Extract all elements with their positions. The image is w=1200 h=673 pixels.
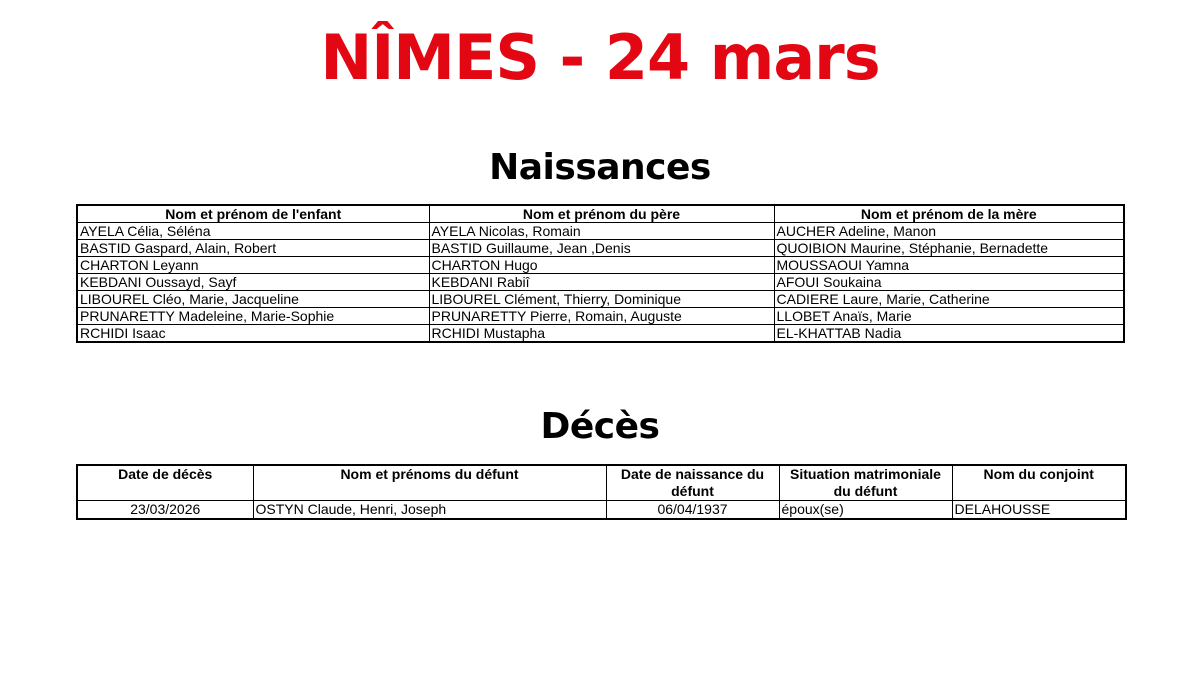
table-row xyxy=(77,308,1124,325)
table-row xyxy=(77,223,1124,240)
mother-name-cell: MOUSSAOUI Yamna xyxy=(774,257,1124,274)
mother-name-cell: LLOBET Anaïs, Marie xyxy=(774,308,1124,325)
deceased-name-cell: OSTYN Claude, Henri, Joseph xyxy=(253,501,606,520)
child-name-cell: LIBOUREL Cléo, Marie, Jacqueline xyxy=(77,291,429,308)
table-row xyxy=(77,274,1124,291)
column-header-deceased-name: Nom et prénoms du défunt xyxy=(253,465,606,501)
father-name-cell: AYELA Nicolas, Romain xyxy=(429,223,774,240)
births-table xyxy=(76,204,1125,343)
mother-name-cell: AUCHER Adeline, Manon xyxy=(774,223,1124,240)
deaths-header-row xyxy=(77,465,1126,501)
table-row xyxy=(77,257,1124,274)
column-header-child: Nom et prénom de l'enfant xyxy=(77,205,429,223)
table-row xyxy=(77,325,1124,343)
marital-status-cell: époux(se) xyxy=(779,501,952,520)
father-name-cell: CHARTON Hugo xyxy=(429,257,774,274)
deaths-table xyxy=(76,464,1127,520)
births-heading: Naissances xyxy=(489,147,711,188)
father-name-cell: BASTID Guillaume, Jean ,Denis xyxy=(429,240,774,257)
column-header-spouse-name: Nom du conjoint xyxy=(952,465,1126,501)
mother-name-cell: AFOUI Soukaina xyxy=(774,274,1124,291)
child-name-cell: PRUNARETTY Madeleine, Marie-Sophie xyxy=(77,308,429,325)
child-name-cell: CHARTON Leyann xyxy=(77,257,429,274)
column-header-marital-status: Situation matrimoniale du défunt xyxy=(779,465,952,501)
father-name-cell: LIBOUREL Clément, Thierry, Dominique xyxy=(429,291,774,308)
mother-name-cell: QUOIBION Maurine, Stéphanie, Bernadette xyxy=(774,240,1124,257)
father-name-cell: KEBDANI Rabiî xyxy=(429,274,774,291)
child-name-cell: KEBDANI Oussayd, Sayf xyxy=(77,274,429,291)
page-title: NÎMES - 24 mars xyxy=(320,21,880,94)
column-header-father: Nom et prénom du père xyxy=(429,205,774,223)
table-row xyxy=(77,501,1126,520)
deaths-heading: Décès xyxy=(540,406,660,447)
birth-date-cell: 06/04/1937 xyxy=(606,501,779,520)
births-header-row xyxy=(77,205,1124,223)
mother-name-cell: EL-KHATTAB Nadia xyxy=(774,325,1124,343)
column-header-death-date: Date de décès xyxy=(77,465,253,501)
child-name-cell: BASTID Gaspard, Alain, Robert xyxy=(77,240,429,257)
mother-name-cell: CADIERE Laure, Marie, Catherine xyxy=(774,291,1124,308)
table-row xyxy=(77,291,1124,308)
spouse-name-cell: DELAHOUSSE xyxy=(952,501,1126,520)
child-name-cell: RCHIDI Isaac xyxy=(77,325,429,343)
father-name-cell: PRUNARETTY Pierre, Romain, Auguste xyxy=(429,308,774,325)
column-header-mother: Nom et prénom de la mère xyxy=(774,205,1124,223)
death-date-cell: 23/03/2026 xyxy=(77,501,253,520)
table-row xyxy=(77,240,1124,257)
child-name-cell: AYELA Célia, Séléna xyxy=(77,223,429,240)
father-name-cell: RCHIDI Mustapha xyxy=(429,325,774,343)
column-header-birth-date: Date de naissance du défunt xyxy=(606,465,779,501)
